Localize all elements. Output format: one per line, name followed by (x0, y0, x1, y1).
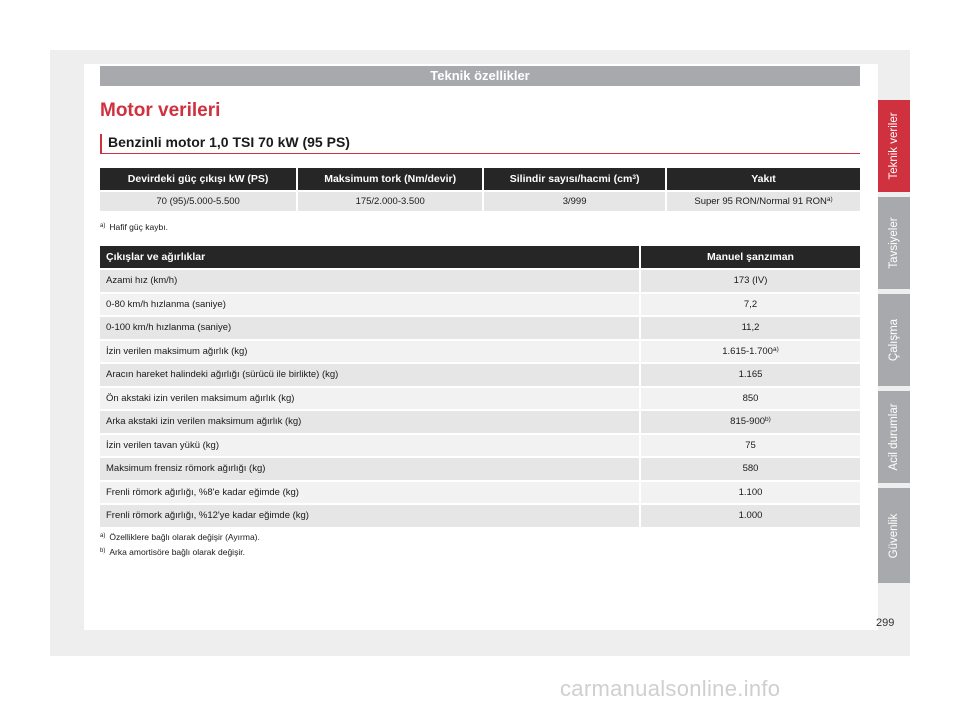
footnote-engine: $^{a)}$ Hafif güç kaybı. (100, 222, 168, 232)
col-header-cylinders: Silindir sayısı/hacmi $(cm^3)$ (484, 168, 665, 190)
row-value: 173 (IV) (641, 270, 860, 292)
table-row (100, 505, 860, 527)
col-header-fuel: Yakıt (667, 168, 860, 190)
row-label: Frenli römork ağırlığı, %12'ye kadar eğimde (kg) (100, 505, 639, 527)
row-label: Maksimum frensiz römork ağırlığı (kg) (100, 458, 639, 480)
cell-fuel: Super 95 RON/Normal 91 RON$^{a)}$ (667, 192, 860, 211)
row-value: 75 (641, 435, 860, 457)
chapter-header: Teknik özellikler (100, 66, 860, 86)
side-tab-safety[interactable]: Güvenlik (878, 488, 910, 583)
footnote-a: $^{a)}$ Özelliklere bağlı olarak değişir (Ayırma). (100, 532, 260, 542)
row-value: 1.100 (641, 482, 860, 504)
table-header-row (100, 246, 860, 268)
cell-power: 70 (95)/5.000-5.500 (100, 192, 296, 211)
table-row (100, 364, 860, 386)
engine-data-table (98, 166, 862, 213)
col-header-torque: Maksimum tork (Nm/devir) (298, 168, 482, 190)
row-label: Frenli römork ağırlığı, %8'e kadar eğimde (kg) (100, 482, 639, 504)
table-row (100, 270, 860, 292)
watermark: carmanualsonline.info (560, 676, 781, 701)
table-row (100, 294, 860, 316)
table-row (100, 317, 860, 339)
col-header-power: Devirdeki güç çıkışı kW (PS) (100, 168, 296, 190)
table-row (100, 482, 860, 504)
row-value: 580 (641, 458, 860, 480)
row-label: 0-100 km/h hızlanma (saniye) (100, 317, 639, 339)
row-label: Azami hız (km/h) (100, 270, 639, 292)
table-row (100, 458, 860, 480)
weights-table (98, 244, 862, 529)
row-value: 1.165 (641, 364, 860, 386)
side-tab-tips[interactable]: Tavsiyeler (878, 197, 910, 289)
cell-cylinders: 3/999 (484, 192, 665, 211)
col-header-weights: Çıkışlar ve ağırlıklar (100, 246, 639, 268)
table-row (100, 411, 860, 433)
side-tab-operation[interactable]: Çalışma (878, 294, 910, 386)
row-label: 0-80 km/h hızlanma (saniye) (100, 294, 639, 316)
engine-subtitle: Benzinli motor 1,0 TSI 70 kW (95 PS) (100, 134, 860, 154)
row-value: 815-900$^{b)}$ (641, 411, 860, 433)
cell-torque: 175/2.000-3.500 (298, 192, 482, 211)
table-row (100, 388, 860, 410)
side-tab-technical[interactable]: Teknik veriler (878, 100, 910, 192)
row-label: Arka akstaki izin verilen maksimum ağırlık (kg) (100, 411, 639, 433)
row-value: 850 (641, 388, 860, 410)
table-row (100, 341, 860, 363)
row-value: 11,2 (641, 317, 860, 339)
side-tab-emergency[interactable]: Acil durumlar (878, 391, 910, 483)
row-value: 1.615-1.700$^{a)}$ (641, 341, 860, 363)
footnote-b: $^{b)}$ Arka amortisöre bağlı olarak değişir. (100, 547, 245, 557)
row-label: İzin verilen tavan yükü (kg) (100, 435, 639, 457)
row-label: Aracın hareket halindeki ağırlığı (sürücü ile birlikte) (kg) (100, 364, 639, 386)
table-header-row (100, 168, 860, 190)
row-value: 7,2 (641, 294, 860, 316)
col-header-gearbox: Manuel şanzıman (641, 246, 860, 268)
section-title: Motor verileri (100, 100, 221, 121)
page-number: 299 (876, 617, 895, 629)
row-label: İzin verilen maksimum ağırlık (kg) (100, 341, 639, 363)
table-row (100, 192, 860, 211)
row-value: 1.000 (641, 505, 860, 527)
table-row (100, 435, 860, 457)
row-label: Ön akstaki izin verilen maksimum ağırlık (kg) (100, 388, 639, 410)
